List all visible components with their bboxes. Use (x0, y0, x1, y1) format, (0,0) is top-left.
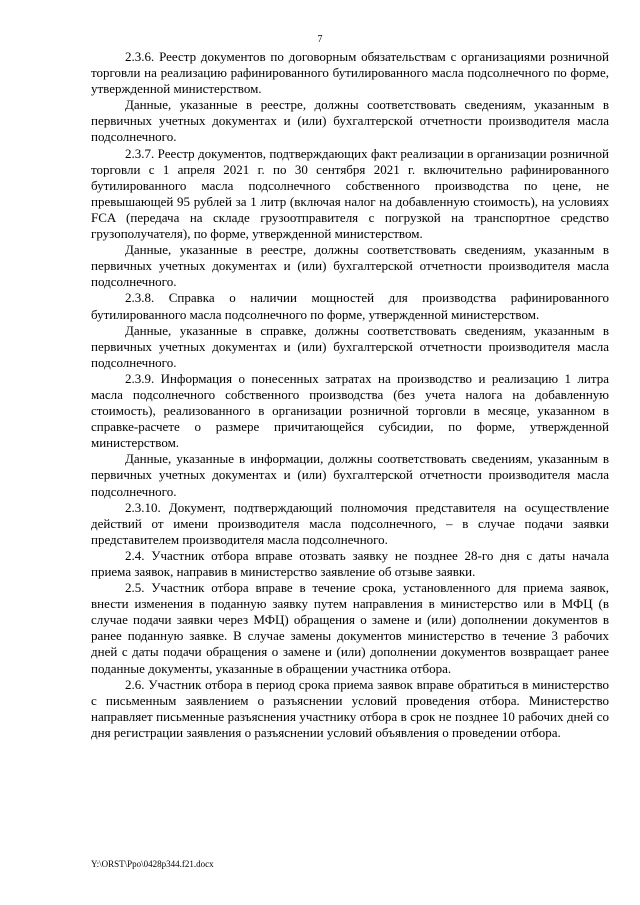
paragraph-2-3-6-note: Данные, указанные в реестре, должны соответствовать сведениям, указанным в первичных учетных документах и (или) бухгалтерской отчетности производителя масла подсолнечного. (91, 97, 609, 145)
paragraph-2-6: 2.6. Участник отбора в период срока приема заявок вправе обратиться в министерство с письменным заявлением о разъяснении условий проведения отбора. Министерство направляет письменные разъяснения участнику отбора в срок не позднее 10 рабочих дней со дня регистрации заявления о разъяснении условий объявления о проведении отбора. (91, 676, 609, 740)
paragraph-2-3-10: 2.3.10. Документ, подтверждающий полномочия представителя на осуществление действий от имени производителя масла подсолнечного, – в случае подачи заявки представителем производителя масла подсолнечного. (91, 499, 609, 547)
footer-file-path: Y:\ORST\Ppo\0428p344.f21.docx (91, 859, 214, 869)
paragraph-2-3-7: 2.3.7. Реестр документов, подтверждающих факт реализации в организации розничной торговли с 1 апреля 2021 г. по 30 сентября 2021 г. включительно рафинированного бутилированного масла подсолнечного собственного производства по цене, не превышающей 95 рублей за 1 литр (включая налог на добавленную стоимость), на условиях FCA (передача на складе грузоотправителя с погрузкой на транспортное средство грузополучателя), по форме, утвержденной министерством. (91, 145, 609, 242)
document-body (91, 49, 609, 741)
paragraph-2-4: 2.4. Участник отбора вправе отозвать заявку не позднее 28-го дня с даты начала приема заявок, направив в министерство заявление об отзыве заявки. (91, 547, 609, 579)
paragraph-2-3-8-note: Данные, указанные в справке, должны соответствовать сведениям, указанным в первичных учетных документах и (или) бухгалтерской отчетности производителя масла подсолнечного. (91, 322, 609, 370)
paragraph-2-5: 2.5. Участник отбора вправе в течение срока, установленного для приема заявок, внести изменения в поданную заявку путем направления в министерство или в МФЦ (в случае подачи заявки через МФЦ) обращения о замене и (или) дополнении документов в ранее поданную заявке. В случае замены документов министерство в течение 3 рабочих дней с даты подачи обращения о замене и (или) дополнении документов возвращает ранее поданные документы, указанные в обращении участника отбора. (91, 580, 609, 676)
paragraph-2-3-7-note: Данные, указанные в реестре, должны соответствовать сведениям, указанным в первичных учетных документах и (или) бухгалтерской отчетности производителя масла подсолнечного. (91, 242, 609, 290)
paragraph-2-3-9: 2.3.9. Информация о понесенных затратах на производство и реализацию 1 литра масла подсолнечного собственного производства (без учета налога на добавленную стоимость), реализованного в организации розничной торговли в месяце, указанном в справке-расчете о размере причитающейся субсидии, по форме, утвержденной министерством. (91, 370, 609, 451)
paragraph-2-3-6: 2.3.6. Реестр документов по договорным обязательствам с организациями розничной торговли на реализацию рафинированного бутилированного масла подсолнечного по форме, утвержденной министерством. (91, 49, 609, 97)
paragraph-2-3-9-note: Данные, указанные в информации, должны соответствовать сведениям, указанным в первичных учетных документах и (или) бухгалтерской отчетности производителя масла подсолнечного. (91, 451, 609, 499)
paragraph-2-3-8: 2.3.8. Справка о наличии мощностей для производства рафинированного бутилированного масла подсолнечного по форме, утвержденной министерством. (91, 290, 609, 322)
page-number: 7 (317, 34, 323, 45)
